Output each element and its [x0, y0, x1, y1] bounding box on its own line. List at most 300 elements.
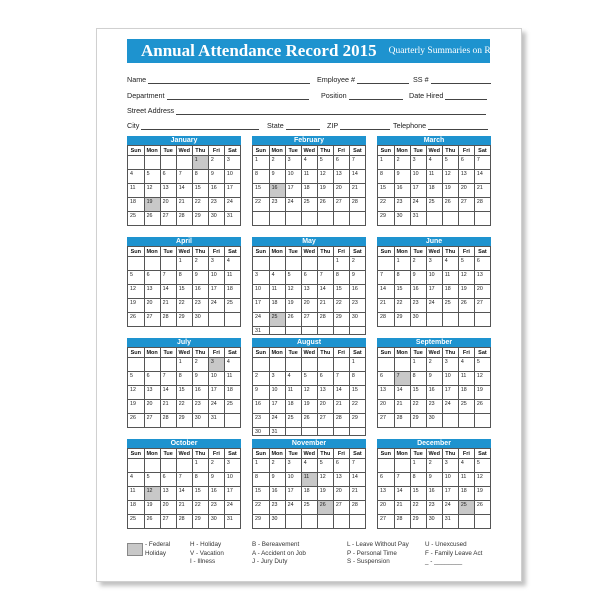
day-cell[interactable]: 9	[410, 271, 426, 285]
day-cell[interactable]: 27	[378, 414, 394, 428]
day-cell[interactable]	[349, 327, 365, 335]
day-cell[interactable]: 20	[333, 487, 349, 501]
day-cell[interactable]: 3	[208, 257, 224, 271]
day-cell[interactable]: 29	[410, 414, 426, 428]
day-cell[interactable]: 21	[349, 487, 365, 501]
day-cell[interactable]: 3	[224, 156, 240, 170]
day-cell[interactable]: 24	[442, 501, 458, 515]
day-cell[interactable]: 7	[394, 473, 410, 487]
day-cell[interactable]: 12	[128, 285, 144, 299]
day-cell[interactable]: 29	[349, 414, 365, 428]
day-cell[interactable]: 5	[128, 271, 144, 285]
day-cell[interactable]: 19	[128, 400, 144, 414]
day-cell[interactable]: 26	[285, 313, 301, 327]
day-cell[interactable]: 23	[253, 414, 269, 428]
day-cell[interactable]: 24	[285, 198, 301, 212]
day-cell[interactable]: 6	[160, 473, 176, 487]
day-cell[interactable]: 28	[333, 414, 349, 428]
day-cell[interactable]: 6	[317, 372, 333, 386]
day-cell[interactable]: 27	[160, 515, 176, 529]
day-cell[interactable]: 2	[394, 156, 410, 170]
day-cell[interactable]: 21	[160, 400, 176, 414]
day-cell[interactable]: 8	[253, 170, 269, 184]
day-cell[interactable]	[349, 428, 365, 436]
day-cell[interactable]	[317, 257, 333, 271]
day-cell[interactable]: 29	[192, 212, 208, 226]
day-cell[interactable]: 1	[192, 156, 208, 170]
day-cell[interactable]: 2	[192, 257, 208, 271]
day-cell[interactable]: 14	[394, 386, 410, 400]
day-cell[interactable]: 27	[317, 414, 333, 428]
day-cell[interactable]: 30	[192, 414, 208, 428]
day-cell[interactable]: 23	[208, 198, 224, 212]
day-cell[interactable]: 28	[394, 515, 410, 529]
day-cell[interactable]: 8	[333, 271, 349, 285]
day-cell[interactable]: 17	[410, 184, 426, 198]
day-cell[interactable]: 1	[333, 257, 349, 271]
day-cell[interactable]: 16	[426, 487, 442, 501]
day-cell[interactable]: 16	[426, 386, 442, 400]
day-cell[interactable]: 28	[474, 198, 490, 212]
day-cell[interactable]	[269, 212, 285, 226]
day-cell[interactable]: 4	[301, 459, 317, 473]
day-cell[interactable]: 5	[301, 372, 317, 386]
day-cell[interactable]: 7	[176, 170, 192, 184]
day-cell[interactable]: 22	[192, 198, 208, 212]
day-cell[interactable]: 2	[426, 358, 442, 372]
day-cell[interactable]: 31	[253, 327, 269, 335]
day-cell[interactable]: 25	[285, 414, 301, 428]
day-cell[interactable]	[144, 257, 160, 271]
day-cell[interactable]: 4	[458, 459, 474, 473]
day-cell[interactable]: 12	[458, 271, 474, 285]
day-cell[interactable]: 11	[301, 473, 317, 487]
day-cell[interactable]	[253, 358, 269, 372]
day-cell[interactable]: 25	[128, 212, 144, 226]
day-cell[interactable]: 3	[269, 372, 285, 386]
day-cell[interactable]: 23	[410, 299, 426, 313]
day-cell[interactable]: 5	[474, 358, 490, 372]
day-cell[interactable]: 3	[224, 459, 240, 473]
day-cell[interactable]: 6	[144, 271, 160, 285]
day-cell[interactable]: 4	[301, 156, 317, 170]
day-cell[interactable]: 22	[253, 501, 269, 515]
day-cell[interactable]	[442, 212, 458, 226]
day-cell[interactable]: 13	[160, 184, 176, 198]
day-cell[interactable]: 26	[128, 313, 144, 327]
day-cell[interactable]: 2	[269, 459, 285, 473]
day-cell[interactable]: 24	[224, 198, 240, 212]
position-field[interactable]	[321, 91, 403, 100]
day-cell[interactable]: 27	[144, 313, 160, 327]
day-cell[interactable]: 21	[349, 184, 365, 198]
day-cell[interactable]: 26	[474, 400, 490, 414]
day-cell[interactable]: 26	[442, 198, 458, 212]
day-cell[interactable]: 11	[269, 285, 285, 299]
day-cell[interactable]: 1	[176, 257, 192, 271]
day-cell[interactable]: 11	[426, 170, 442, 184]
day-cell[interactable]: 7	[160, 271, 176, 285]
day-cell[interactable]: 29	[394, 313, 410, 327]
day-cell[interactable]: 12	[474, 372, 490, 386]
day-cell[interactable]: 1	[349, 358, 365, 372]
day-cell[interactable]: 5	[285, 271, 301, 285]
day-cell[interactable]: 16	[349, 285, 365, 299]
day-cell[interactable]	[128, 358, 144, 372]
day-cell[interactable]: 8	[192, 473, 208, 487]
day-cell[interactable]: 7	[349, 156, 365, 170]
ss-field[interactable]	[413, 75, 491, 84]
day-cell[interactable]: 17	[208, 285, 224, 299]
day-cell[interactable]: 28	[176, 212, 192, 226]
day-cell[interactable]: 2	[208, 156, 224, 170]
day-cell[interactable]: 10	[224, 473, 240, 487]
day-cell[interactable]: 28	[160, 414, 176, 428]
name-field[interactable]	[127, 75, 310, 84]
day-cell[interactable]: 11	[301, 170, 317, 184]
day-cell[interactable]: 22	[192, 501, 208, 515]
day-cell[interactable]: 17	[224, 487, 240, 501]
day-cell[interactable]	[224, 414, 240, 428]
day-cell[interactable]: 6	[333, 459, 349, 473]
day-cell[interactable]: 14	[394, 487, 410, 501]
day-cell[interactable]: 22	[410, 400, 426, 414]
day-cell[interactable]	[426, 212, 442, 226]
day-cell[interactable]: 27	[474, 299, 490, 313]
day-cell[interactable]	[160, 156, 176, 170]
day-cell[interactable]: 29	[253, 515, 269, 529]
day-cell[interactable]: 25	[224, 400, 240, 414]
day-cell[interactable]: 28	[317, 313, 333, 327]
day-cell[interactable]	[160, 358, 176, 372]
day-cell[interactable]: 18	[458, 487, 474, 501]
day-cell[interactable]: 24	[253, 313, 269, 327]
day-cell[interactable]	[474, 414, 490, 428]
day-cell[interactable]: 9	[426, 372, 442, 386]
day-cell[interactable]: 5	[458, 257, 474, 271]
day-cell[interactable]: 24	[269, 414, 285, 428]
day-cell[interactable]: 18	[442, 285, 458, 299]
day-cell[interactable]: 18	[128, 501, 144, 515]
day-cell[interactable]: 9	[269, 170, 285, 184]
day-cell[interactable]	[378, 257, 394, 271]
day-cell[interactable]: 14	[349, 473, 365, 487]
day-cell[interactable]: 29	[176, 313, 192, 327]
day-cell[interactable]: 20	[333, 184, 349, 198]
day-cell[interactable]	[208, 313, 224, 327]
day-cell[interactable]: 11	[224, 372, 240, 386]
day-cell[interactable]: 8	[253, 473, 269, 487]
day-cell[interactable]: 28	[160, 313, 176, 327]
day-cell[interactable]	[378, 459, 394, 473]
day-cell[interactable]: 9	[426, 473, 442, 487]
day-cell[interactable]	[285, 212, 301, 226]
day-cell[interactable]: 23	[192, 299, 208, 313]
day-cell[interactable]: 11	[442, 271, 458, 285]
day-cell[interactable]: 17	[426, 285, 442, 299]
day-cell[interactable]: 4	[269, 271, 285, 285]
day-cell[interactable]	[458, 414, 474, 428]
telephone-field[interactable]	[393, 121, 488, 130]
day-cell[interactable]: 16	[208, 487, 224, 501]
day-cell[interactable]: 28	[176, 515, 192, 529]
day-cell[interactable]	[333, 515, 349, 529]
day-cell[interactable]: 25	[301, 501, 317, 515]
day-cell[interactable]: 31	[224, 212, 240, 226]
day-cell[interactable]	[285, 428, 301, 436]
day-cell[interactable]: 4	[224, 358, 240, 372]
day-cell[interactable]: 30	[208, 212, 224, 226]
day-cell[interactable]: 24	[224, 501, 240, 515]
zip-field[interactable]	[327, 121, 390, 130]
day-cell[interactable]: 1	[378, 156, 394, 170]
day-cell[interactable]: 31	[442, 515, 458, 529]
day-cell[interactable]	[458, 515, 474, 529]
day-cell[interactable]: 30	[208, 515, 224, 529]
day-cell[interactable]: 16	[269, 487, 285, 501]
day-cell[interactable]: 31	[410, 212, 426, 226]
day-cell[interactable]: 10	[426, 271, 442, 285]
day-cell[interactable]: 10	[285, 473, 301, 487]
day-cell[interactable]: 21	[176, 198, 192, 212]
day-cell[interactable]	[269, 257, 285, 271]
department-field[interactable]	[127, 91, 309, 100]
day-cell[interactable]: 10	[269, 386, 285, 400]
day-cell[interactable]: 19	[474, 487, 490, 501]
day-cell[interactable]: 14	[160, 386, 176, 400]
day-cell[interactable]	[301, 212, 317, 226]
day-cell[interactable]: 30	[349, 313, 365, 327]
day-cell[interactable]: 13	[160, 487, 176, 501]
day-cell[interactable]: 2	[192, 358, 208, 372]
day-cell[interactable]: 30	[426, 515, 442, 529]
day-cell[interactable]: 13	[301, 285, 317, 299]
day-cell[interactable]: 25	[224, 299, 240, 313]
day-cell[interactable]	[176, 156, 192, 170]
street-field[interactable]	[127, 106, 486, 115]
day-cell[interactable]: 24	[442, 400, 458, 414]
day-cell[interactable]: 20	[474, 285, 490, 299]
day-cell[interactable]: 27	[144, 414, 160, 428]
date-hired-field[interactable]	[409, 91, 487, 100]
day-cell[interactable]	[144, 459, 160, 473]
day-cell[interactable]: 19	[285, 299, 301, 313]
day-cell[interactable]	[285, 257, 301, 271]
day-cell[interactable]: 25	[269, 313, 285, 327]
day-cell[interactable]: 21	[474, 184, 490, 198]
day-cell[interactable]: 8	[176, 271, 192, 285]
day-cell[interactable]: 14	[317, 285, 333, 299]
day-cell[interactable]	[144, 156, 160, 170]
day-cell[interactable]: 28	[394, 414, 410, 428]
day-cell[interactable]: 22	[378, 198, 394, 212]
day-cell[interactable]: 24	[410, 198, 426, 212]
day-cell[interactable]: 5	[442, 156, 458, 170]
day-cell[interactable]: 14	[176, 487, 192, 501]
day-cell[interactable]: 26	[128, 414, 144, 428]
city-field[interactable]	[127, 121, 259, 130]
day-cell[interactable]: 25	[458, 501, 474, 515]
day-cell[interactable]	[474, 515, 490, 529]
day-cell[interactable]: 1	[253, 459, 269, 473]
day-cell[interactable]: 6	[458, 156, 474, 170]
day-cell[interactable]	[349, 515, 365, 529]
day-cell[interactable]: 27	[333, 501, 349, 515]
day-cell[interactable]: 6	[474, 257, 490, 271]
day-cell[interactable]: 4	[426, 156, 442, 170]
day-cell[interactable]: 22	[410, 501, 426, 515]
day-cell[interactable]: 22	[333, 299, 349, 313]
day-cell[interactable]	[458, 212, 474, 226]
day-cell[interactable]: 10	[410, 170, 426, 184]
day-cell[interactable]: 10	[208, 271, 224, 285]
day-cell[interactable]: 11	[285, 386, 301, 400]
day-cell[interactable]: 5	[474, 459, 490, 473]
day-cell[interactable]: 20	[160, 198, 176, 212]
day-cell[interactable]	[285, 358, 301, 372]
day-cell[interactable]: 30	[269, 515, 285, 529]
day-cell[interactable]: 10	[285, 170, 301, 184]
day-cell[interactable]: 15	[253, 184, 269, 198]
day-cell[interactable]: 16	[208, 184, 224, 198]
day-cell[interactable]: 2	[269, 156, 285, 170]
day-cell[interactable]	[442, 414, 458, 428]
day-cell[interactable]: 8	[349, 372, 365, 386]
day-cell[interactable]: 2	[426, 459, 442, 473]
day-cell[interactable]: 13	[378, 386, 394, 400]
day-cell[interactable]: 22	[253, 198, 269, 212]
day-cell[interactable]: 9	[192, 271, 208, 285]
day-cell[interactable]: 9	[253, 386, 269, 400]
day-cell[interactable]: 26	[301, 414, 317, 428]
day-cell[interactable]: 30	[426, 414, 442, 428]
employee-field[interactable]	[317, 75, 409, 84]
day-cell[interactable]: 20	[378, 501, 394, 515]
day-cell[interactable]: 2	[208, 459, 224, 473]
day-cell[interactable]	[224, 313, 240, 327]
day-cell[interactable]: 1	[176, 358, 192, 372]
day-cell[interactable]: 21	[160, 299, 176, 313]
day-cell[interactable]: 3	[410, 156, 426, 170]
day-cell[interactable]: 19	[144, 501, 160, 515]
day-cell[interactable]: 27	[301, 313, 317, 327]
day-cell[interactable]	[301, 327, 317, 335]
day-cell[interactable]	[317, 428, 333, 436]
day-cell[interactable]: 3	[208, 358, 224, 372]
day-cell[interactable]: 17	[208, 386, 224, 400]
day-cell[interactable]: 15	[253, 487, 269, 501]
day-cell[interactable]: 5	[144, 170, 160, 184]
day-cell[interactable]: 3	[285, 459, 301, 473]
day-cell[interactable]: 16	[192, 285, 208, 299]
day-cell[interactable]	[176, 459, 192, 473]
day-cell[interactable]: 24	[208, 299, 224, 313]
day-cell[interactable]: 1	[253, 156, 269, 170]
day-cell[interactable]: 11	[128, 184, 144, 198]
state-field[interactable]	[267, 121, 320, 130]
day-cell[interactable]: 25	[458, 400, 474, 414]
day-cell[interactable]: 19	[317, 184, 333, 198]
day-cell[interactable]: 26	[144, 515, 160, 529]
day-cell[interactable]: 17	[224, 184, 240, 198]
day-cell[interactable]: 14	[160, 285, 176, 299]
day-cell[interactable]: 12	[128, 386, 144, 400]
day-cell[interactable]: 22	[176, 400, 192, 414]
day-cell[interactable]: 9	[208, 473, 224, 487]
day-cell[interactable]: 12	[442, 170, 458, 184]
day-cell[interactable]: 9	[192, 372, 208, 386]
day-cell[interactable]: 23	[208, 501, 224, 515]
day-cell[interactable]: 12	[474, 473, 490, 487]
day-cell[interactable]: 18	[301, 487, 317, 501]
day-cell[interactable]: 13	[333, 473, 349, 487]
day-cell[interactable]: 19	[128, 299, 144, 313]
day-cell[interactable]: 9	[349, 271, 365, 285]
day-cell[interactable]: 8	[192, 170, 208, 184]
day-cell[interactable]: 14	[176, 184, 192, 198]
day-cell[interactable]: 25	[301, 198, 317, 212]
day-cell[interactable]	[253, 212, 269, 226]
day-cell[interactable]: 17	[285, 184, 301, 198]
day-cell[interactable]	[333, 327, 349, 335]
day-cell[interactable]: 15	[394, 285, 410, 299]
day-cell[interactable]: 7	[394, 372, 410, 386]
day-cell[interactable]: 31	[208, 414, 224, 428]
day-cell[interactable]: 30	[253, 428, 269, 436]
day-cell[interactable]: 12	[285, 285, 301, 299]
day-cell[interactable]: 1	[410, 459, 426, 473]
day-cell[interactable]	[285, 327, 301, 335]
day-cell[interactable]: 11	[128, 487, 144, 501]
day-cell[interactable]: 23	[394, 198, 410, 212]
day-cell[interactable]	[349, 212, 365, 226]
day-cell[interactable]	[269, 358, 285, 372]
day-cell[interactable]: 29	[410, 515, 426, 529]
day-cell[interactable]: 1	[410, 358, 426, 372]
day-cell[interactable]: 31	[224, 515, 240, 529]
day-cell[interactable]: 29	[192, 515, 208, 529]
day-cell[interactable]: 16	[253, 400, 269, 414]
day-cell[interactable]: 12	[317, 473, 333, 487]
day-cell[interactable]: 6	[301, 271, 317, 285]
day-cell[interactable]	[317, 212, 333, 226]
day-cell[interactable]: 7	[349, 459, 365, 473]
day-cell[interactable]: 3	[285, 156, 301, 170]
day-cell[interactable]: 29	[176, 414, 192, 428]
day-cell[interactable]: 26	[458, 299, 474, 313]
day-cell[interactable]: 18	[128, 198, 144, 212]
day-cell[interactable]: 19	[317, 487, 333, 501]
day-cell[interactable]: 25	[128, 515, 144, 529]
day-cell[interactable]: 30	[394, 212, 410, 226]
day-cell[interactable]: 4	[458, 358, 474, 372]
day-cell[interactable]: 18	[224, 386, 240, 400]
day-cell[interactable]: 10	[208, 372, 224, 386]
day-cell[interactable]: 15	[192, 487, 208, 501]
day-cell[interactable]: 10	[224, 170, 240, 184]
day-cell[interactable]: 4	[128, 170, 144, 184]
day-cell[interactable]: 20	[378, 400, 394, 414]
day-cell[interactable]: 23	[269, 198, 285, 212]
day-cell[interactable]: 27	[333, 198, 349, 212]
day-cell[interactable]: 29	[378, 212, 394, 226]
day-cell[interactable]: 3	[426, 257, 442, 271]
day-cell[interactable]: 30	[410, 313, 426, 327]
day-cell[interactable]: 21	[378, 299, 394, 313]
day-cell[interactable]: 5	[317, 156, 333, 170]
day-cell[interactable]: 4	[285, 372, 301, 386]
day-cell[interactable]: 13	[317, 386, 333, 400]
